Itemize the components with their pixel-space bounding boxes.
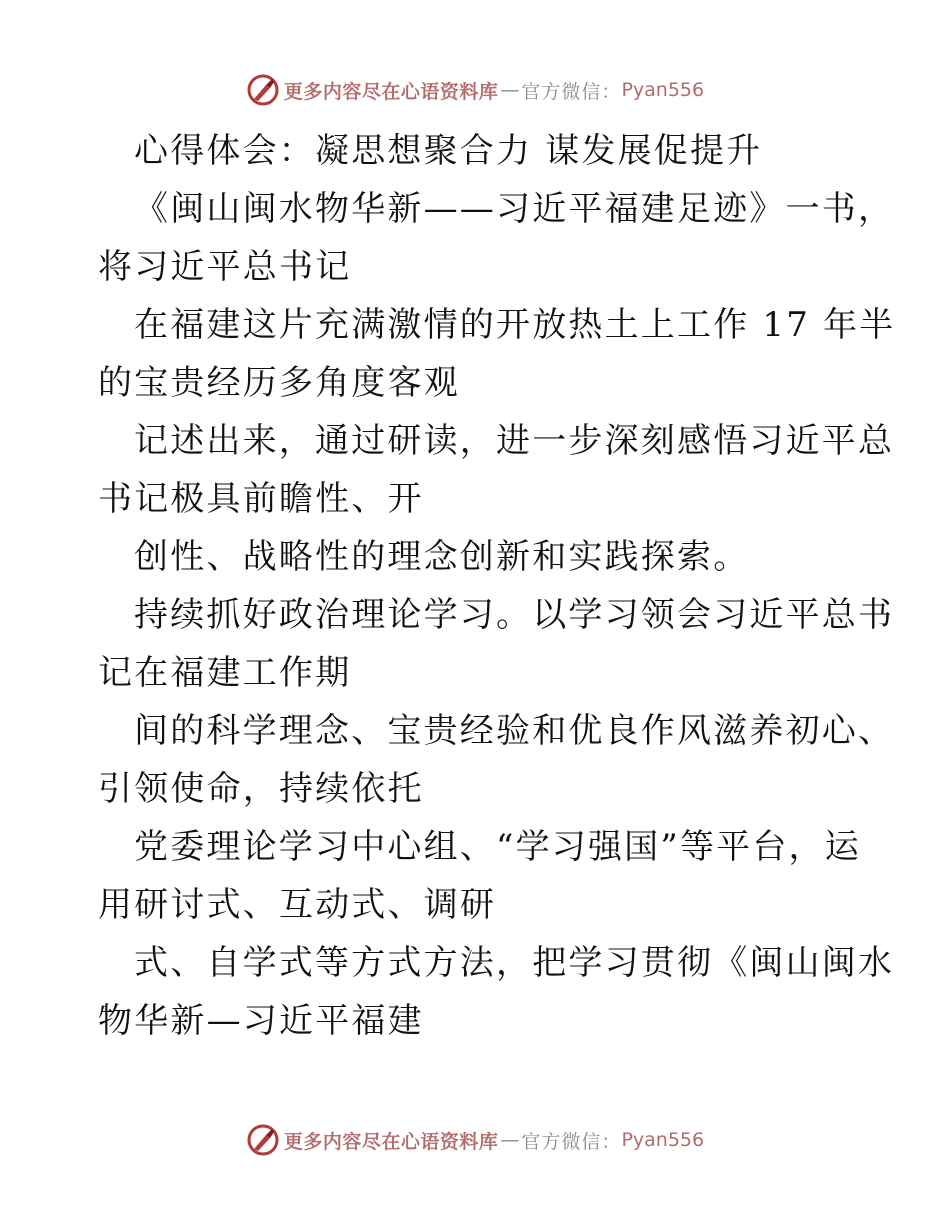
text-line: 用研讨式、互动式、调研 xyxy=(98,885,497,925)
footer-banner xyxy=(0,1120,950,1160)
header-banner xyxy=(0,70,950,110)
text-line: 记述出来，通过研读，进一步深刻感悟习近平总 xyxy=(134,421,895,461)
text-line: 记在福建工作期 xyxy=(98,653,352,693)
banner-dash: — xyxy=(500,79,520,101)
text-line: 的宝贵经历多角度客观 xyxy=(98,363,460,403)
text-line: 将习近平总书记 xyxy=(98,247,352,287)
text-line: 式、自学式等方式方法，把学习贯彻《闽山闽水 xyxy=(134,943,895,983)
document-body xyxy=(98,122,896,1050)
banner-site-text: 更多内容尽在心语资料库 xyxy=(283,80,499,103)
banner-official-label: 官方微信： xyxy=(521,1130,622,1153)
banner-official-label: 官方微信： xyxy=(521,80,622,103)
banner-wechat-id: Pyan556 xyxy=(621,1129,705,1151)
document-title: 心得体会：凝思想聚合力 谋发展促提升 xyxy=(134,131,763,171)
text-line: 引领使命，持续依托 xyxy=(98,769,424,809)
banner-site-text: 更多内容尽在心语资料库 xyxy=(283,1130,499,1153)
text-line: 创性、战略性的理念创新和实践探索。 xyxy=(134,537,750,577)
text-line: 党委理论学习中心组、“学习强国”等平台，运 xyxy=(134,827,861,867)
text-line: 持续抓好政治理论学习。以学习领会习近平总书 xyxy=(134,595,895,635)
text-line: 《闽山闽水物华新——习近平福建足迹》一书， xyxy=(134,189,895,229)
pen-logo-icon xyxy=(246,73,280,107)
text-line: 间的科学理念、宝贵经验和优良作风滋养初心、 xyxy=(134,711,895,751)
pen-logo-icon xyxy=(246,1123,280,1157)
text-line: 书记极具前瞻性、开 xyxy=(98,479,424,519)
text-line: 在福建这片充满激情的开放热土上工作 17 年半 xyxy=(134,305,896,345)
text-line: 物华新—习近平福建 xyxy=(98,1001,424,1041)
banner-wechat-id: Pyan556 xyxy=(621,79,705,101)
banner-dash: — xyxy=(500,1129,520,1151)
